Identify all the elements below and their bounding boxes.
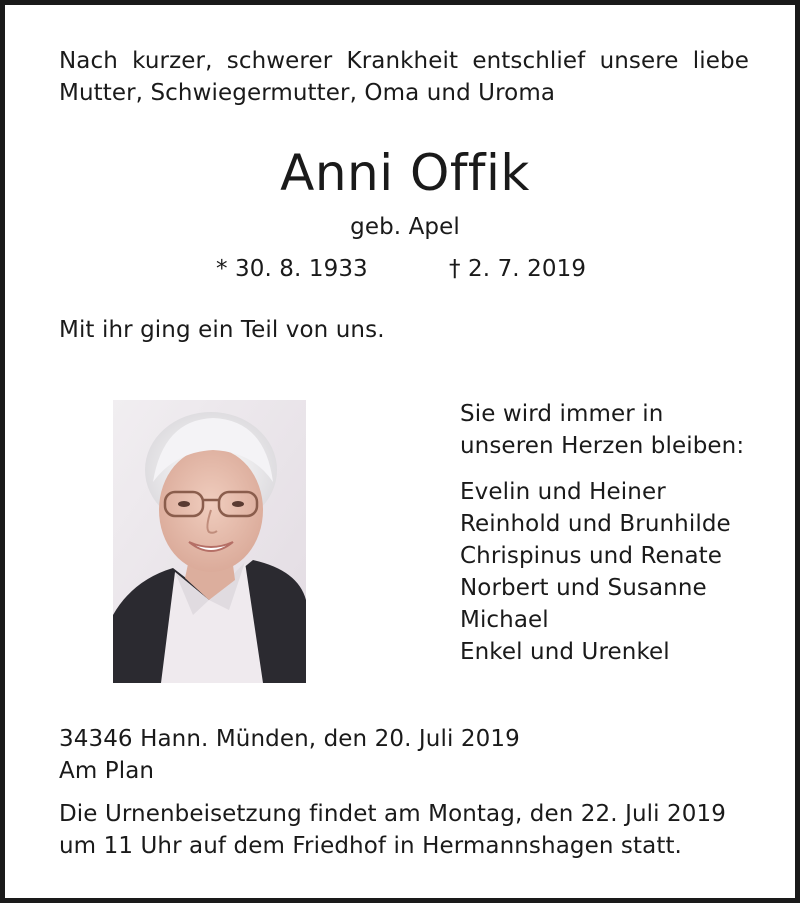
family-member: Enkel und Urenkel	[460, 639, 670, 665]
hearts-line-2: unseren Herzen bleiben:	[460, 433, 745, 459]
family-member: Chrispinus und Renate	[460, 543, 723, 569]
family-list	[460, 476, 731, 668]
hearts-line-1: Sie wird immer in	[460, 401, 664, 427]
address-line-1: 34346 Hann. Münden, den 20. Juli 2019	[59, 726, 520, 752]
family-member: Michael	[460, 607, 549, 633]
family-member: Norbert und Susanne	[460, 575, 707, 601]
service-line-2: um 11 Uhr auf dem Friedhof in Hermannshagen statt.	[59, 833, 682, 859]
intro-line-2: Mutter, Schwiegermutter, Oma und Uroma	[59, 80, 556, 106]
address-block	[59, 723, 520, 787]
deceased-name: Anni Offik	[280, 144, 530, 202]
birth-date: * 30. 8. 1933	[216, 256, 368, 282]
portrait-photo	[113, 400, 306, 683]
birth-name: geb. Apel	[350, 214, 460, 240]
family-member: Reinhold und Brunhilde	[460, 511, 731, 537]
intro-text	[59, 45, 749, 109]
death-date: † 2. 7. 2019	[449, 256, 587, 282]
address-line-2: Am Plan	[59, 758, 155, 784]
service-info	[59, 798, 726, 862]
service-line-1: Die Urnenbeisetzung findet am Montag, den 22. Juli 2019	[59, 801, 726, 827]
quote-text: Mit ihr ging ein Teil von uns.	[59, 317, 385, 343]
family-member: Evelin und Heiner	[460, 479, 666, 505]
intro-line-1: Nach kurzer, schwerer Krankheit entschlief unsere liebe	[59, 48, 749, 74]
hearts-text	[460, 398, 744, 462]
